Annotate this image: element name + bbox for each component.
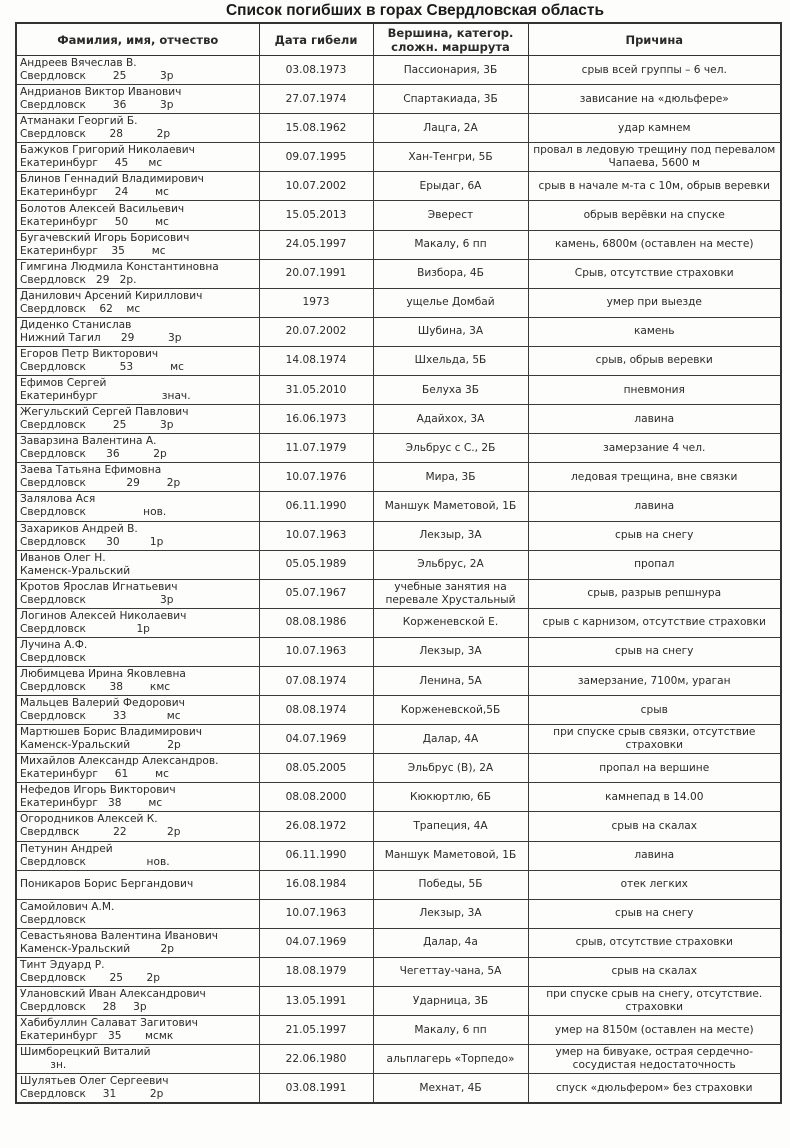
person-city-age-rank: Свердловск 28 3р [20,1001,147,1014]
cause-cell: срыв, отсутствие страховки [528,928,781,957]
person-name: Тинт Эдуард Р. [20,958,105,971]
person-cell [16,899,259,928]
peak-route-cell: Эльбрус (В), 2А [373,754,528,783]
person-city-age-rank: Свердловск [20,913,86,926]
person-name: Болотов Алексей Васильевич [20,202,185,215]
death-date-cell: 11.07.1979 [259,434,373,463]
person-cell [16,783,259,812]
column-header-cause: Причина [528,23,781,56]
person-name: Андрианов Виктор Иванович [20,86,182,99]
person-cell [16,957,259,986]
death-date-cell: 04.07.1969 [259,928,373,957]
cause-cell: лавина [528,841,781,870]
person-cell [16,1045,259,1074]
peak-route-cell: Визбора, 4Б [373,259,528,288]
person-cell [16,492,259,521]
table-row [16,841,781,870]
table-row [16,899,781,928]
death-date-cell: 09.07.1995 [259,143,373,172]
person-name: Мартюшев Борис Владимирович [20,726,203,739]
person-cell [16,405,259,434]
table-row [16,317,781,346]
person-city-age-rank: Каменск-Уральский 2р [20,942,174,955]
peak-route-cell: Лекзыр, 3А [373,637,528,666]
person-cell [16,143,259,172]
peak-route-cell: Ленина, 5А [373,666,528,695]
table-row [16,666,781,695]
cause-cell: срыв, разрыв репшнура [528,579,781,608]
cause-cell: камень, 6800м (оставлен на месте) [528,230,781,259]
peak-route-cell: Адайхох, 3А [373,405,528,434]
person-name: Жегульский Сергей Павлович [20,406,189,419]
person-cell [16,1074,259,1104]
person-city-age-rank: Екатеринбург 24 мс [20,186,169,199]
peak-route-cell: Ерыдаг, 6А [373,172,528,201]
cause-cell: удар камнем [528,114,781,143]
person-name: Залялова Ася [20,493,96,506]
person-city-age-rank: Свердловск 29 2р [20,477,181,490]
casualties-table [15,22,782,1104]
person-city-age-rank: Свердловск 36 2р [20,448,167,461]
peak-route-cell: Лекзыр, 3А [373,521,528,550]
death-date-cell: 16.06.1973 [259,405,373,434]
person-cell [16,1016,259,1045]
cause-cell: умер на 8150м (оставлен на месте) [528,1016,781,1045]
person-name: Самойлович А.М. [20,900,115,913]
person-city-age-rank: Свердловск 53 мс [20,360,184,373]
person-cell [16,550,259,579]
person-cell [16,317,259,346]
death-date-cell: 06.11.1990 [259,841,373,870]
person-name: Егоров Петр Викторович [20,347,159,360]
person-cell [16,725,259,754]
person-city-age-rank: Екатеринбург знач. [20,390,191,403]
document-title: Список погибших в горах Свердловская область [225,2,605,19]
person-city-age-rank: Екатеринбург 61 мс [20,768,169,781]
peak-route-cell: Победы, 5Б [373,870,528,899]
peak-route-cell: Маншук Маметовой, 1Б [373,841,528,870]
cause-cell: умер на бивуаке, острая сердечно-сосудистая недостаточность [528,1045,781,1074]
cause-cell: срыв с карнизом, отсутствие страховки [528,608,781,637]
person-city-age-rank: Свердловск 28 2р [20,128,171,141]
person-cell [16,85,259,114]
person-name: Данилович Арсений Кириллович [20,289,203,302]
person-name: Михайлов Александр Александров. [20,755,219,768]
cause-cell: срыв на снегу [528,637,781,666]
person-name: Петунин Андрей [20,842,113,855]
person-cell [16,579,259,608]
peak-route-cell: учебные занятия на перевале Хрустальный [373,579,528,608]
peak-route-cell: ущелье Домбай [373,288,528,317]
peak-route-cell: Эльбрус с С., 2Б [373,434,528,463]
peak-route-cell: Лацга, 2А [373,114,528,143]
person-cell [16,637,259,666]
table-row [16,201,781,230]
person-name: Шимборецкий Виталий [20,1046,151,1059]
person-city-age-rank: Свердловск 25 3р [20,70,174,83]
table-row [16,579,781,608]
death-date-cell: 08.08.2000 [259,783,373,812]
table-row [16,957,781,986]
cause-cell: зависание на «дюльфере» [528,85,781,114]
person-name: Огородников Алексей К. [20,813,158,826]
death-date-cell: 27.07.1974 [259,85,373,114]
death-date-cell: 21.05.1997 [259,1016,373,1045]
table-row [16,434,781,463]
death-date-cell: 10.07.1963 [259,637,373,666]
death-date-cell: 10.07.2002 [259,172,373,201]
table-row [16,870,781,899]
person-name: Поникаров Борис Бергандович [20,878,194,891]
table-row [16,346,781,375]
table-row [16,376,781,405]
peak-route-cell: Корженевской Е. [373,608,528,637]
person-city-age-rank: Екатеринбург 50 мс [20,215,169,228]
table-row [16,114,781,143]
person-city-age-rank: Свердловск 3р [20,593,174,606]
person-name: Севастьянова Валентина Иванович [20,929,219,942]
person-name: Нефедов Игорь Викторович [20,784,176,797]
death-date-cell: 10.07.1976 [259,463,373,492]
cause-cell: срыв, обрыв веревки [528,346,781,375]
peak-route-cell: Маншук Маметовой, 1Б [373,492,528,521]
person-cell [16,434,259,463]
person-city-age-rank: Свердловск 30 1р [20,535,164,548]
person-cell [16,521,259,550]
death-date-cell: 24.05.1997 [259,230,373,259]
cause-cell: срыв [528,696,781,725]
person-city-age-rank: Екатеринбург 35 мс [20,244,166,257]
death-date-cell: 20.07.1991 [259,259,373,288]
cause-cell: пропал на вершине [528,754,781,783]
person-cell [16,870,259,899]
table-row [16,405,781,434]
person-cell [16,288,259,317]
cause-cell: ледовая трещина, вне связки [528,463,781,492]
person-city-age-rank: Каменск-Уральский [20,564,131,577]
table-row [16,696,781,725]
person-cell [16,56,259,85]
death-date-cell: 1973 [259,288,373,317]
death-date-cell: 18.08.1979 [259,957,373,986]
peak-route-cell: Чегеттау-чана, 5А [373,957,528,986]
column-header-name: Фамилия, имя, отчество [16,23,259,56]
peak-route-cell: Кюкюртлю, 6Б [373,783,528,812]
table-row [16,521,781,550]
death-date-cell: 22.06.1980 [259,1045,373,1074]
person-cell [16,987,259,1016]
cause-cell: Срыв, отсутствие страховки [528,259,781,288]
table-row [16,754,781,783]
person-cell [16,928,259,957]
peak-route-cell: Шубина, 3А [373,317,528,346]
table-row [16,725,781,754]
death-date-cell: 05.05.1989 [259,550,373,579]
person-name: Улановский Иван Александрович [20,988,206,1001]
peak-route-cell: Далар, 4а [373,928,528,957]
person-name: Мальцев Валерий Федорович [20,697,185,710]
person-city-age-rank: Свердловск 36 3р [20,99,174,112]
person-name: Хабибуллин Салават Загитович [20,1017,198,1030]
person-city-age-rank: Свердловск 29 2р. [20,273,137,286]
person-city-age-rank: Екатеринбург 35 мсмк [20,1030,174,1043]
death-date-cell: 08.08.1986 [259,608,373,637]
table-row [16,928,781,957]
death-date-cell: 08.05.2005 [259,754,373,783]
person-name: Блинов Геннадий Владимирович [20,173,204,186]
peak-route-cell: Мехнат, 4Б [373,1074,528,1104]
death-date-cell: 20.07.2002 [259,317,373,346]
peak-route-cell: Ударница, 3Б [373,987,528,1016]
death-date-cell: 08.08.1974 [259,696,373,725]
peak-route-cell: Макалу, 6 пп [373,1016,528,1045]
person-city-age-rank: Свердловск 25 3р [20,419,174,432]
table-row [16,463,781,492]
cause-cell: срыв на скалах [528,812,781,841]
person-city-age-rank: Нижний Тагил 29 3р [20,331,182,344]
cause-cell: провал в ледовую трещину под перевалом Чапаева, 5600 м [528,143,781,172]
person-cell [16,463,259,492]
death-date-cell: 06.11.1990 [259,492,373,521]
death-date-cell: 15.05.2013 [259,201,373,230]
column-header-date: Дата гибели [259,23,373,56]
peak-route-cell: Пассионария, 3Б [373,56,528,85]
death-date-cell: 05.07.1967 [259,579,373,608]
cause-cell: срыв на скалах [528,957,781,986]
person-name: Лучина А.Ф. [20,638,88,651]
person-city-age-rank: Свердловск нов. [20,855,170,868]
cause-cell: спуск «дюльфером» без страховки [528,1074,781,1104]
person-name: Ефимов Сергей [20,377,107,390]
table-body [16,56,781,1104]
person-cell [16,608,259,637]
death-date-cell: 31.05.2010 [259,376,373,405]
person-name: Атманаки Георгий Б. [20,115,138,128]
person-city-age-rank: Свердловск 38 кмс [20,681,171,694]
cause-cell: срыв на снегу [528,521,781,550]
peak-route-cell: Мира, 3Б [373,463,528,492]
person-name: Заварзина Валентина А. [20,435,157,448]
cause-cell: лавина [528,492,781,521]
column-header-peak: Вершина, категор. сложн. маршрута [373,23,528,56]
cause-cell: обрыв верёвки на спуске [528,201,781,230]
person-name: Бажуков Григорий Николаевич [20,144,195,157]
person-cell [16,201,259,230]
cause-cell: умер при выезде [528,288,781,317]
peak-route-cell: Шхельда, 5Б [373,346,528,375]
peak-route-cell: Эверест [373,201,528,230]
cause-cell: при спуске срыв связки, отсутствие страховки [528,725,781,754]
table-row [16,259,781,288]
cause-cell: срыв всей группы – 6 чел. [528,56,781,85]
table-row [16,56,781,85]
person-city-age-rank: Екатеринбург 45 мс [20,157,163,170]
death-date-cell: 10.07.1963 [259,521,373,550]
table-row [16,1016,781,1045]
death-date-cell: 26.08.1972 [259,812,373,841]
table-row [16,608,781,637]
death-date-cell: 13.05.1991 [259,987,373,1016]
cause-cell: срыв на снегу [528,899,781,928]
person-name: Бугачевский Игорь Борисович [20,231,190,244]
person-name: Логинов Алексей Николаевич [20,609,187,622]
cause-cell: срыв в начале м-та с 10м, обрыв веревки [528,172,781,201]
death-date-cell: 03.08.1991 [259,1074,373,1104]
death-date-cell: 15.08.1962 [259,114,373,143]
person-city-age-rank: Свердлвск 22 2р [20,826,181,839]
person-city-age-rank: зн. [20,1059,67,1072]
peak-route-cell: Макалу, 6 пп [373,230,528,259]
person-name: Иванов Олег Н. [20,551,106,564]
person-city-age-rank: Свердловск нов. [20,506,167,519]
death-date-cell: 16.08.1984 [259,870,373,899]
person-name: Андреев Вячеслав В. [20,57,137,70]
table-row [16,812,781,841]
peak-route-cell: Спартакиада, 3Б [373,85,528,114]
cause-cell: камнепад в 14.00 [528,783,781,812]
peak-route-cell: Эльбрус, 2А [373,550,528,579]
table-row [16,637,781,666]
death-date-cell: 07.08.1974 [259,666,373,695]
cause-cell: камень [528,317,781,346]
table-row [16,1045,781,1074]
table-row [16,288,781,317]
person-name: Шулятьев Олег Сергеевич [20,1075,169,1088]
table-row [16,172,781,201]
cause-cell: лавина [528,405,781,434]
death-date-cell: 03.08.1973 [259,56,373,85]
person-city-age-rank: Свердловск 62 мс [20,302,141,315]
person-city-age-rank: Каменск-Уральский 2р [20,739,181,752]
peak-route-cell: Трапеция, 4А [373,812,528,841]
death-date-cell: 04.07.1969 [259,725,373,754]
cause-cell: при спуске срыв на снегу, отсутствие. страховки [528,987,781,1016]
cause-cell: замерзание, 7100м, ураган [528,666,781,695]
table-row [16,550,781,579]
peak-route-cell: Белуха 3Б [373,376,528,405]
table-row [16,85,781,114]
person-cell [16,114,259,143]
person-city-age-rank: Свердловск 31 2р [20,1088,164,1101]
death-date-cell: 10.07.1963 [259,899,373,928]
peak-route-cell: Хан-Тенгри, 5Б [373,143,528,172]
person-cell [16,172,259,201]
person-cell [16,376,259,405]
person-city-age-rank: Екатеринбург 38 мс [20,797,163,810]
table-row [16,1074,781,1104]
table-row [16,230,781,259]
person-name: Любимцева Ирина Яковлевна [20,668,186,681]
person-city-age-rank: Свердловск 33 мс [20,710,181,723]
cause-cell: отек легких [528,870,781,899]
person-city-age-rank: Свердловск 25 2р [20,971,161,984]
person-cell [16,812,259,841]
person-name: Захариков Андрей В. [20,522,138,535]
person-cell [16,230,259,259]
person-cell [16,754,259,783]
person-name: Заева Татьяна Ефимовна [20,464,162,477]
cause-cell: пневмония [528,376,781,405]
death-date-cell: 14.08.1974 [259,346,373,375]
table-row [16,143,781,172]
peak-route-cell: альплагерь «Торпедо» [373,1045,528,1074]
person-cell [16,696,259,725]
peak-route-cell: Лекзыр, 3А [373,899,528,928]
peak-route-cell: Корженевской,5Б [373,696,528,725]
person-city-age-rank: Свердловск 1р [20,622,150,635]
table-row [16,492,781,521]
person-city-age-rank: Свердловск [20,651,86,664]
person-name: Гимгина Людмила Константиновна [20,260,219,273]
person-cell [16,666,259,695]
table-row [16,987,781,1016]
table-header-row [16,23,781,56]
person-cell [16,346,259,375]
person-name: Кротов Ярослав Игнатьевич [20,580,178,593]
table-row [16,783,781,812]
person-name: Диденко Станислав [20,318,132,331]
person-cell [16,259,259,288]
cause-cell: пропал [528,550,781,579]
person-cell [16,841,259,870]
peak-route-cell: Далар, 4А [373,725,528,754]
cause-cell: замерзание 4 чел. [528,434,781,463]
